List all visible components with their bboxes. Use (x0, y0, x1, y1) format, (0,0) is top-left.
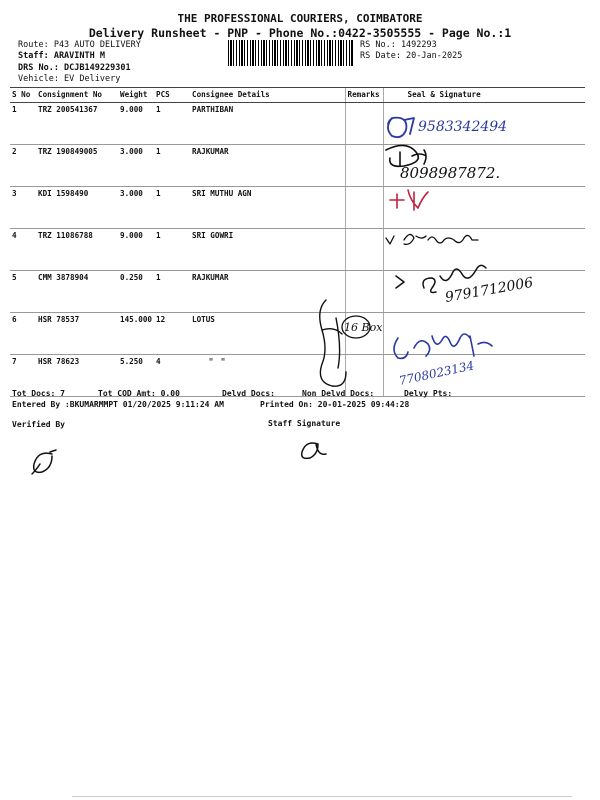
col-weight: Weight (118, 88, 154, 103)
cell-weight: 9.000 (118, 103, 154, 145)
col-consignment: Consignment No (36, 88, 118, 103)
cell-pcs: 1 (154, 187, 190, 229)
cell-pcs: 12 (154, 313, 190, 355)
cell-consignee: LOTUS (190, 313, 345, 355)
col-consignee: Consignee Details (190, 88, 345, 103)
cell-weight: 3.000 (118, 187, 154, 229)
cell-weight: 145.000 (118, 313, 154, 355)
staff-text: Staff: ARAVINTH M (18, 51, 105, 61)
page-edge-line (72, 796, 572, 797)
cell-pcs: 4 (154, 355, 190, 397)
entered-by: Entered By :BKUMARMMPT 01/20/2025 9:11:24 AM (12, 400, 224, 409)
cell-consignment: CMM 3878904 (36, 271, 118, 313)
cell-pcs: 1 (154, 271, 190, 313)
col-seal: Seal & Signature (383, 88, 585, 103)
cell-sno: 1 (10, 103, 36, 145)
signature-row-6-blue (394, 334, 492, 358)
cell-sno: 4 (10, 229, 36, 271)
cell-weight: 9.000 (118, 229, 154, 271)
cell-sno: 6 (10, 313, 36, 355)
signature-row-3 (390, 190, 428, 210)
cell-consignee: SRI GOWRI (190, 229, 345, 271)
cell-weight: 3.000 (118, 145, 154, 187)
signature-row-4 (386, 234, 478, 244)
cell-consignment: HSR 78623 (36, 355, 118, 397)
verified-by-label: Verified By (12, 420, 65, 429)
cell-pcs: 1 (154, 145, 190, 187)
delvy-pts: Delvy Pts: (404, 389, 453, 398)
cell-pcs: 1 (154, 229, 190, 271)
delvd-docs: Delvd Docs: (222, 389, 275, 398)
vehicle-text: Vehicle: EV Delivery (18, 74, 121, 84)
route-text: Route: P43 AUTO DELIVERY (18, 40, 141, 50)
cell-weight: 5.250 (118, 355, 154, 397)
cell-consignee: PARTHIBAN (190, 103, 345, 145)
cell-consignee: RAJKUMAR (190, 271, 345, 313)
handwritten-phone-5: 9791712006 (443, 274, 535, 306)
signoff-signatures (0, 430, 600, 490)
drs-text: DRS No.: DCJB149229301 (18, 63, 131, 73)
cell-sno: 3 (10, 187, 36, 229)
runsheet-title: Delivery Runsheet - PNP - Phone No.:0422-3505555 - Page No.:1 (88, 26, 512, 40)
col-sno: S No (10, 88, 36, 103)
tot-docs: Tot Docs: 7 (12, 389, 65, 398)
cell-consignment: HSR 78537 (36, 313, 118, 355)
rs-no-text: RS No.: 1492293 (360, 40, 437, 50)
handwritten-phone-7: 7708023134 (397, 358, 476, 388)
rs-date-text: RS Date: 20-Jan-2025 (360, 51, 463, 61)
staff-signature (302, 443, 326, 458)
cell-pcs: 1 (154, 103, 190, 145)
cell-weight: 0.250 (118, 271, 154, 313)
staff-signature-label: Staff Signature (268, 419, 341, 428)
cell-consignee: RAJKUMAR (190, 145, 345, 187)
handwritten-box-note: 16 Box (344, 321, 383, 334)
signature-row-6 (320, 300, 370, 386)
handwritten-phone-2: 8098987872. (400, 164, 501, 182)
cell-consignee: " " (190, 355, 345, 397)
cell-consignment: KDI 1598490 (36, 187, 118, 229)
cell-sno: 5 (10, 271, 36, 313)
cell-sno: 7 (10, 355, 36, 397)
col-pcs: PCS (154, 88, 190, 103)
cell-consignee: SRI MUTHU AGN (190, 187, 345, 229)
cell-consignment: TRZ 190849005 (36, 145, 118, 187)
company-title: THE PROFESSIONAL COURIERS, COIMBATORE (177, 12, 423, 25)
cell-sno: 2 (10, 145, 36, 187)
cell-consignment: TRZ 200541367 (36, 103, 118, 145)
signature-row-1 (388, 118, 414, 138)
cell-consignment: TRZ 11086788 (36, 229, 118, 271)
printed-on: Printed On: 20-01-2025 09:44:28 (260, 400, 410, 409)
tot-cod: Tot COD Amt: 0.00 (98, 389, 180, 398)
non-delvd-docs: Non Delvd Docs: (302, 389, 375, 398)
handwritten-phone-1: 9583342494 (418, 119, 508, 135)
col-remarks: Remarks (345, 88, 383, 103)
verified-signature (32, 450, 56, 474)
